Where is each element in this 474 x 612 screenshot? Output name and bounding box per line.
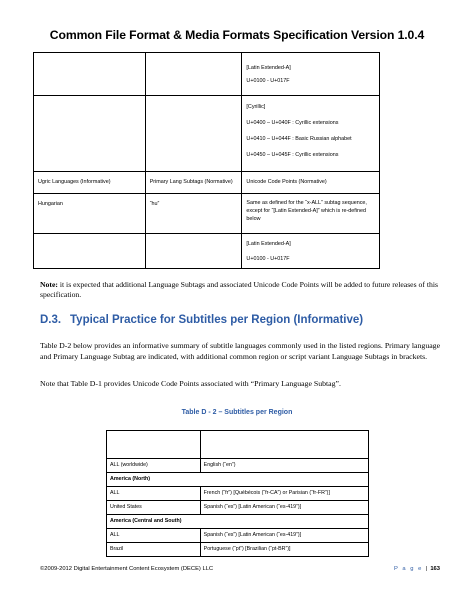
section-title: Typical Practice for Subtitles per Region (Informative)	[70, 314, 364, 326]
table-row	[107, 431, 369, 459]
body-paragraph: Note that Table D-1 provides Unicode Code Points associated with “Primary Language Subtag”.	[40, 379, 341, 388]
note-text: it is expected that additional Language Subtags and associated Unicode Code Points will be added to future releases of this specification.	[40, 280, 438, 299]
table-row	[107, 501, 369, 515]
page-footer	[40, 564, 440, 576]
cell-line: U+0100 - U+017F	[246, 256, 290, 262]
table-row	[34, 53, 380, 96]
table-cell: Portuguese (“pt”) [Brazilian (“pt-BR”)]	[200, 543, 368, 557]
table-cell	[34, 53, 146, 96]
table-cell: Spanish (“es”) [Latin American (“es-419”)]	[200, 501, 368, 515]
region-label: America (Central and South)	[107, 515, 369, 529]
table-cell	[242, 234, 380, 269]
table-row	[107, 487, 369, 501]
note-paragraph	[40, 280, 440, 300]
document-title: Common File Format & Media Formats Specification Version 1.0.4	[49, 28, 425, 42]
region-label: America (North)	[107, 473, 369, 487]
table-cell: Spanish (“es”) [Latin American (“es-419”)]	[200, 529, 368, 543]
cell-line: U+0400 – U+040F : Cyrillic extensions	[246, 120, 339, 126]
footer-copyright: ©2009-2012 Digital Entertainment Content Ecosystem (DECE) LLC	[40, 566, 214, 572]
table-cell	[242, 53, 380, 96]
cell-line: [Latin Extended-A]	[246, 65, 291, 71]
page-number: 163	[430, 566, 440, 572]
table-cell	[242, 96, 380, 172]
table-cell: ALL	[107, 529, 201, 543]
subtitles-per-region-table	[106, 430, 369, 557]
page-separator: |	[425, 566, 428, 572]
table-cell	[242, 172, 380, 194]
section-heading	[40, 314, 363, 326]
table-cell	[145, 234, 242, 269]
table-cell: ALL	[107, 487, 201, 501]
region-row	[107, 515, 369, 529]
language-subtag-table	[33, 52, 380, 269]
page-label: P a g e	[394, 566, 423, 572]
table-cell	[200, 431, 368, 459]
cell-line: Same as defined for the “x-ALL” subtag sequence, except for “[Latin Extended-A]” which is re-defined below	[246, 200, 367, 222]
table-cell: French (“fr”) [Québécois (“fr-CA”) or Parisian (“fr-FR”)]	[200, 487, 368, 501]
table-cell: ALL (worldwide)	[107, 459, 201, 473]
table-cell	[145, 96, 242, 172]
table-row	[34, 96, 380, 172]
table-cell: “hu”	[145, 194, 242, 234]
table-cell	[145, 53, 242, 96]
cell-line: U+0450 – U+045F : Cyrillic extensions	[246, 152, 339, 158]
table-row	[34, 234, 380, 269]
table-cell: United States	[107, 501, 201, 515]
table-cell	[242, 194, 380, 234]
cell-line: Unicode Code Points (Normative)	[246, 179, 327, 185]
table-row	[107, 459, 369, 473]
table-cell	[107, 431, 201, 459]
cell-line: [Latin Extended-A]	[246, 241, 291, 247]
table-cell	[34, 234, 146, 269]
region-row	[107, 473, 369, 487]
section-number: D.3.	[40, 314, 62, 326]
table-row	[34, 194, 380, 234]
table-row	[34, 172, 380, 194]
table-cell: English (“en”)	[200, 459, 368, 473]
cell-line: U+0100 - U+017F	[246, 78, 290, 84]
table-cell: Primary Lang Subtags (Normative)	[145, 172, 242, 194]
table-row	[107, 543, 369, 557]
table-cell: Brazil	[107, 543, 201, 557]
cell-line: U+0410 – U+044F : Basic Russian alphabet	[246, 136, 352, 142]
note-label: Note:	[40, 280, 58, 289]
cell-line: [Cyrillic]	[246, 104, 266, 110]
table-caption: Table D - 2 – Subtitles per Region	[181, 409, 293, 416]
table-cell	[34, 96, 146, 172]
body-paragraph: Table D-2 below provides an informative summary of subtitle languages commonly used in the listed regions. Primary language and Primary Language Subtag are indicated, with additional common region or script variant Language Subtags in brackets.	[40, 341, 441, 361]
table-row	[107, 529, 369, 543]
table-cell: Hungarian	[34, 194, 146, 234]
table-cell: Ugric Languages (Informative)	[34, 172, 146, 194]
page-indicator	[394, 566, 440, 572]
